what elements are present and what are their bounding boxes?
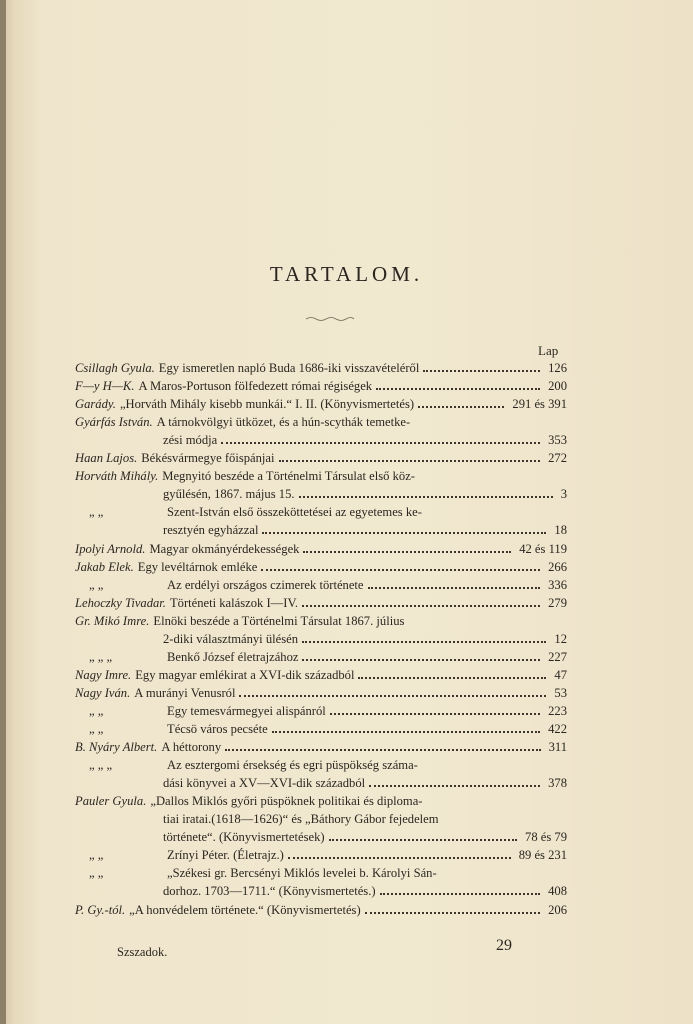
dot-leader	[368, 586, 541, 589]
toc-entry	[75, 902, 567, 919]
toc-entry	[75, 450, 567, 467]
toc-entry	[75, 378, 567, 395]
toc-page-number: 12	[554, 631, 567, 646]
toc-title: Elnöki beszéde a Történelmi Társulat 1867. július	[153, 613, 405, 628]
toc-author: „ „ „	[89, 758, 113, 773]
dot-leader	[261, 568, 540, 571]
dot-leader	[330, 712, 540, 715]
toc-title: Técsö város pecséte	[167, 722, 268, 736]
toc-title: „A honvédelem története.“ (Könyvismertetés)	[129, 902, 361, 917]
toc-title: Egy magyar emlékirat a XVI-dik századból	[135, 667, 355, 682]
toc-page-number: 227	[548, 649, 567, 664]
toc-author: Pauler Gyula.	[75, 794, 147, 809]
toc-title: Zrínyi Péter. (Életrajz.)	[167, 848, 284, 863]
toc-author: Nagy Iván.	[75, 685, 131, 700]
toc-page-number: 18	[554, 523, 567, 538]
toc-entry	[163, 829, 567, 846]
toc-page-number: 378	[548, 776, 567, 791]
toc-page-number: 223	[548, 703, 567, 718]
toc-title: A tárnokvölgyi ütközet, és a hún-scythák temetke-	[156, 415, 411, 430]
dot-leader	[302, 640, 546, 643]
toc-entry	[75, 541, 567, 558]
toc-entry	[75, 559, 567, 576]
toc-author: P. Gy.-tól.	[75, 902, 126, 917]
toc-page-number: 53	[554, 685, 567, 700]
toc-page-number: 279	[548, 595, 567, 610]
toc-title: Az erdélyi országos czimerek története	[167, 577, 364, 592]
toc-author: Csillagh Gyula.	[75, 361, 155, 375]
toc-author: Horváth Mihály.	[75, 469, 159, 484]
dot-leader	[225, 748, 540, 751]
toc-title: resztyén egyházzal	[163, 523, 259, 538]
toc-entry	[75, 667, 567, 684]
dot-leader	[272, 730, 540, 733]
toc-title: A murányi Venusról	[134, 685, 236, 700]
toc-title: Egy levéltárnok emléke	[137, 559, 258, 574]
toc-page-number: 311	[548, 740, 567, 755]
toc-entry	[75, 414, 567, 431]
toc-author: Gr. Mikó Imre.	[75, 613, 150, 628]
toc-entry	[75, 685, 567, 702]
toc-author: Ipolyi Arnold.	[75, 541, 146, 556]
toc-title: Megnyitó beszéde a Történelmi Társulat első köz-	[162, 469, 415, 484]
toc-entry	[163, 811, 567, 828]
toc-author: „ „	[89, 722, 104, 736]
dot-leader	[299, 495, 553, 498]
dot-leader	[303, 550, 511, 553]
toc-author: „ „	[89, 505, 104, 520]
toc-page-number: 42 és 119	[519, 541, 567, 556]
toc-entry	[163, 432, 567, 449]
dot-leader	[221, 441, 540, 444]
toc-author: Garády.	[75, 397, 116, 412]
toc-title: Szent-István első összeköttetései az egyetemes ke-	[167, 505, 422, 520]
toc-title: dorhoz. 1703—1711.“ (Könyvismertetés.)	[163, 884, 376, 899]
toc-title: A héttorony	[161, 740, 222, 755]
toc-title: dási könyvei a XV—XVI-dik századból	[163, 776, 366, 791]
toc-page-number: 126	[548, 361, 567, 375]
toc-author: „ „	[89, 703, 104, 718]
dot-leader	[418, 405, 504, 408]
toc-author: „ „	[89, 577, 104, 592]
toc-title: Magyar okmányérdekességek	[149, 541, 300, 556]
toc-title: A Maros-Portuson fölfedezett római régiségek	[138, 379, 373, 394]
dot-leader	[262, 531, 546, 534]
dot-leader	[365, 911, 540, 914]
toc-title: Egy ismeretlen napló Buda 1686-iki visszavételéről	[158, 361, 420, 375]
toc-page-number: 78 és 79	[525, 830, 567, 845]
dot-leader	[358, 676, 546, 679]
toc-page-number: 353	[548, 433, 567, 448]
toc-author: Jakab Elek.	[75, 559, 134, 574]
toc-author: Haan Lajos.	[75, 451, 138, 466]
toc-page-number: 47	[554, 667, 567, 682]
toc-entry	[163, 883, 567, 900]
toc-entry	[163, 775, 567, 792]
gathering-number: 29	[496, 937, 512, 954]
signature-mark: Szszadok.	[117, 945, 168, 959]
toc-author: Lehoczky Tivadar.	[75, 595, 166, 610]
dot-leader	[423, 369, 540, 372]
dot-leader	[380, 892, 541, 895]
toc-title: gyűlésén, 1867. május 15.	[163, 487, 295, 502]
toc-title: Egy temesvármegyei alispánról	[167, 703, 326, 718]
toc-page-number: 266	[548, 559, 567, 574]
dot-leader	[302, 658, 540, 661]
toc-page-number: 408	[548, 884, 567, 899]
toc-entry	[75, 739, 567, 756]
toc-author: F—y H—K.	[75, 379, 135, 394]
toc-entry	[75, 468, 567, 485]
toc-entry	[75, 865, 567, 882]
dot-leader	[376, 387, 540, 390]
toc-entry	[75, 703, 567, 720]
dot-leader	[369, 784, 540, 787]
toc-entry	[163, 522, 567, 539]
toc-page-number: 206	[548, 902, 567, 917]
toc-title: Az esztergomi érsekség és egri püspökség száma-	[167, 758, 418, 773]
toc-author: „ „	[89, 848, 104, 863]
toc-entry	[75, 721, 567, 738]
toc-entry	[163, 486, 567, 503]
toc-page-number: 200	[548, 379, 567, 394]
toc-entry	[75, 577, 567, 594]
dot-leader	[302, 604, 540, 607]
toc-title: Békésvármegye főispánjai	[141, 451, 275, 466]
toc-page-number: 3	[560, 487, 567, 502]
toc-page-number: 291 és 391	[512, 397, 567, 412]
toc-author: Gyárfás István.	[75, 415, 153, 430]
toc-author: „ „	[89, 866, 104, 881]
toc-page-number: 89 és 231	[518, 848, 567, 863]
toc-author: B. Nyáry Albert.	[75, 740, 158, 755]
toc-title: Történeti kalászok I—IV.	[169, 595, 299, 610]
toc-author: Nagy Imre.	[75, 667, 132, 682]
toc-title: zési módja	[163, 433, 218, 448]
toc-entry	[75, 595, 567, 612]
toc-title: „Dallos Miklós győri püspöknek politikai és diploma-	[150, 794, 423, 809]
toc-entry	[163, 631, 567, 648]
toc-entry	[75, 396, 567, 413]
dot-leader	[329, 838, 517, 841]
toc-page-number: 336	[548, 577, 567, 592]
toc-title: tiai iratai.(1618—1626)“ és „Báthory Gábor fejedelem	[163, 812, 439, 827]
toc-page-number: 422	[548, 722, 567, 736]
dot-leader	[239, 694, 546, 697]
toc-entry	[75, 360, 567, 377]
toc-entry	[75, 757, 567, 774]
toc-entry	[75, 504, 567, 521]
toc-title: 2-diki választmányi ülésén	[163, 631, 298, 646]
page-title: TARTALOM.	[269, 262, 424, 286]
toc-page-number: 272	[548, 451, 567, 466]
toc-title: „Székesi gr. Bercsényi Miklós levelei b. Károlyi Sán-	[167, 866, 437, 881]
toc-author: „ „ „	[89, 649, 113, 664]
toc-entry	[75, 649, 567, 666]
toc-entry	[75, 613, 567, 630]
dot-leader	[279, 459, 541, 462]
toc-title: „Horváth Mihály kisebb munkái.“ I. II. (Könyvismertetés)	[119, 397, 415, 412]
toc-entry	[75, 793, 567, 810]
toc-entry	[75, 847, 567, 864]
page-column-header: Lap	[538, 343, 559, 358]
toc-title: Benkő József életrajzához	[167, 649, 299, 664]
toc-title: története“. (Könyvismertetések)	[163, 830, 325, 845]
dot-leader	[288, 856, 511, 859]
